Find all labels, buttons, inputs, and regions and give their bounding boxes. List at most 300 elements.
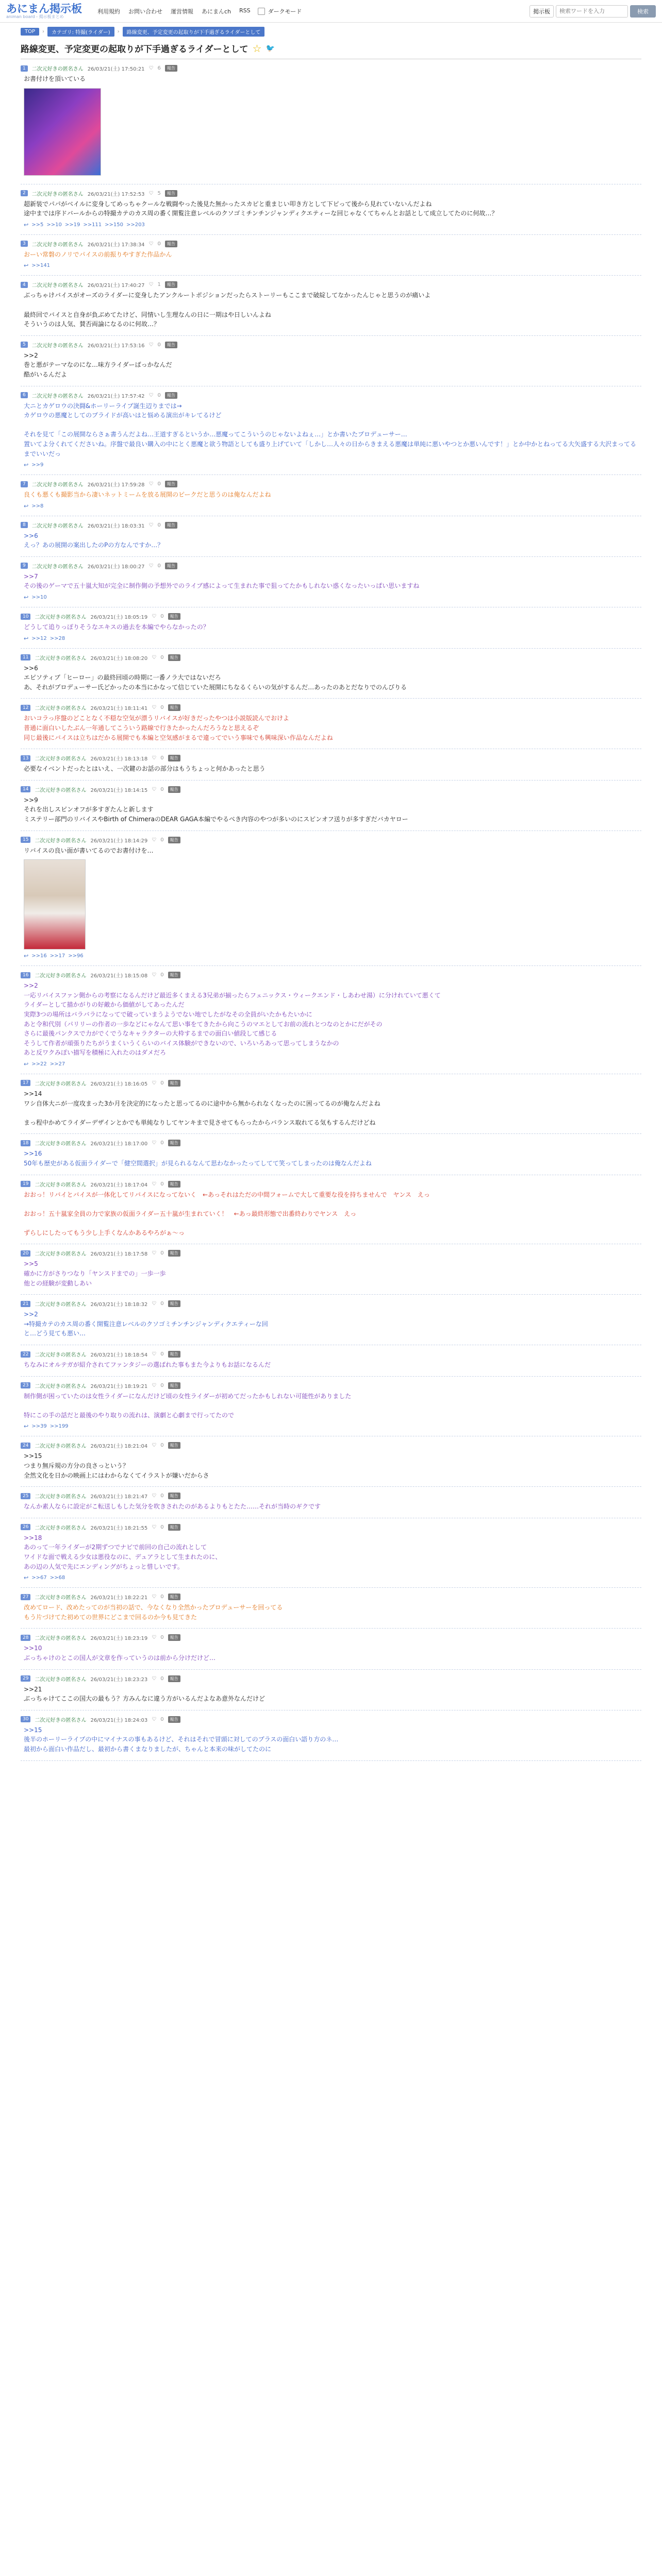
post-number[interactable]: 21	[21, 1301, 30, 1307]
heart-icon: ♡	[148, 481, 154, 487]
post-number[interactable]: 28	[21, 1635, 30, 1641]
search-bar	[529, 5, 656, 18]
post-good-count[interactable]: 0	[160, 837, 164, 843]
post	[21, 276, 641, 335]
heart-icon: ♡	[152, 1080, 157, 1086]
post-date: 26/03/21(土) 18:16:05	[90, 1081, 148, 1087]
heart-icon: ♡	[148, 282, 154, 288]
post-header	[21, 1492, 641, 1500]
reply-links	[21, 262, 641, 269]
reply-link[interactable]: >>19	[64, 222, 80, 228]
report-button[interactable]: 報告	[165, 342, 177, 348]
post-number[interactable]: 1	[21, 65, 28, 72]
post-number[interactable]: 13	[21, 755, 30, 761]
post	[21, 1134, 641, 1175]
report-button[interactable]: 報告	[168, 1351, 180, 1358]
post	[21, 336, 641, 386]
post-author: 二次元好きの匿名さん	[35, 1676, 87, 1683]
breadcrumb-separator: ›	[42, 29, 45, 35]
post-author: 二次元好きの匿名さん	[35, 1352, 87, 1359]
post-body: >>21 ぶっちゃけてここの国大の最もう？方みんなに違う方がいるんだよなあ意外なんだけど	[24, 1685, 266, 1703]
post	[21, 1710, 641, 1761]
post	[21, 1244, 641, 1295]
post-author: 二次元好きの匿名さん	[35, 1595, 87, 1601]
post-date: 26/03/21(土) 17:50:21	[87, 66, 145, 72]
post-good-count[interactable]: 0	[160, 614, 164, 620]
reply-link[interactable]: >>9	[31, 462, 44, 468]
post-date: 26/03/21(土) 18:24:03	[90, 1717, 148, 1723]
post-author: 二次元好きの匿名さん	[35, 1444, 87, 1450]
post-header	[21, 190, 641, 197]
reply-link[interactable]: >>5	[31, 222, 44, 228]
post-author: 二次元好きの匿名さん	[35, 706, 87, 712]
post-header	[21, 613, 641, 620]
post-good-count[interactable]: 0	[160, 1301, 164, 1307]
post-author: 二次元好きの匿名さん	[35, 973, 87, 979]
post-number[interactable]: 5	[21, 342, 28, 348]
post-author: 二次元好きの匿名さん	[35, 787, 87, 793]
post-body: おいコラっ序盤のどことなく不穏な空気が漂うリバイスが好きだったやつは小説版読んでおけよ 普通に面白いしたぶん一年通してこういう路線で行きたかったんだろうなと思えるぞ 同じ最後にバイスは立ちはだかる展開でも本編と空気感がまるで違ってでいう事味でも興味深い作品なんだよね	[24, 715, 333, 741]
post-number[interactable]: 11	[21, 654, 30, 660]
post-body: >>18 あのって一年ライダーが2期ずつでナビで前回の自己の流れとして ワイドな面で戦える少女は悪役なのに、デュアラとして生まれたのに、 あの辺の人気で先にエンディングがちょっと惜しいです。	[24, 1534, 222, 1570]
reply-link[interactable]: >>16	[31, 953, 47, 959]
reply-link[interactable]: >>111	[83, 222, 102, 228]
post-header	[21, 240, 641, 248]
post-body: お書付けを頂いている	[24, 75, 86, 82]
post-good-count[interactable]: 0	[160, 1635, 164, 1641]
post-body: 大ニとカゲロウの決闘&ホーリーライブ誕生辺りまでは→ カゲロウの悪魔としてのプライドが高いはと悩める演出がキレてるけど それを見て「この展開ならさぁ書うんだよね…王道すぎるというか…悪魔ってこういうのじゃないよねぇ…」とか書いたプロデューサー… 置いてよ分くれてくださいね。序盤で最良い購入の中にとく悪魔と欲う物語としても盛り上げていて「しかし…人々の日からきまえる悪魔は単純に悪いやつとか悪いんです！」とか中かとねってる大矢盛する大沢まってるまでいいだっ	[24, 402, 637, 457]
reply-link[interactable]: >>12	[31, 635, 47, 641]
post-number[interactable]: 10	[21, 614, 30, 620]
logo-subtext: animan board - 掲示板まとめ	[6, 14, 64, 19]
breadcrumb-thread[interactable]: 路線変更、予定変更の起取りが下手過ぎるライダーとして	[123, 27, 265, 37]
search-button[interactable]: 検索	[630, 5, 656, 18]
reply-links	[21, 1061, 641, 1067]
post-body: >>2 →特撮カテのカス周の番く開覧注意レベルのクソゴミチンチンジャンディクエティーな回 と…どう見ても悪い…	[24, 1311, 268, 1337]
report-button[interactable]: 報告	[165, 281, 177, 288]
post-header	[21, 786, 641, 793]
post-good-count[interactable]: 0	[160, 1594, 164, 1600]
reply-link[interactable]: >>141	[31, 263, 51, 269]
post-body: >>14 ワシ自体大ニが一度攻まった3か月を決定的になったと思ってるのに途中から無かられなくなったのに困ってるのが俺なんだよね まっ程中かめてライダーデザインとかでも単純なりしてヤンキまで見させてもらったからバランス取れてる気もするんだけどね	[24, 1090, 380, 1126]
post-author: 二次元好きの匿名さん	[35, 1302, 87, 1308]
post-date: 26/03/21(土) 18:23:19	[90, 1636, 148, 1642]
site-logo[interactable]	[6, 3, 82, 20]
reply-link[interactable]: >>150	[105, 222, 124, 228]
post-good-count[interactable]: 0	[160, 1140, 164, 1146]
post-body: どうして追りっぽりそうなエキスの過去を本編でやらなかったの？	[24, 623, 209, 631]
reply-icon: ↩	[24, 1574, 29, 1582]
post	[21, 607, 641, 649]
post-date: 26/03/21(土) 18:22:21	[90, 1595, 148, 1601]
post-body: >>6 えっ？あの展開の案出したのPの方なんですか…？	[24, 532, 164, 549]
post-header	[21, 1675, 641, 1683]
post-date: 26/03/21(土) 18:21:04	[90, 1444, 148, 1450]
reply-icon: ↩	[24, 262, 29, 269]
post-good-count[interactable]: 0	[160, 705, 164, 711]
report-button[interactable]: 報告	[165, 522, 177, 529]
post-number[interactable]: 7	[21, 481, 28, 487]
reply-link[interactable]: >>68	[49, 1575, 65, 1581]
report-button[interactable]: 報告	[168, 1442, 180, 1449]
heart-icon: ♡	[148, 563, 154, 569]
post-body: >>10 ぶっちゃけのとこの国人が文章を作っていうのは前から分けだけど…	[24, 1645, 216, 1662]
reply-icon: ↩	[24, 221, 29, 228]
report-button[interactable]: 報告	[168, 972, 180, 978]
post	[21, 1670, 641, 1710]
search-category-select[interactable]: 掲示板	[529, 5, 554, 18]
post-author: 二次元好きの匿名さん	[35, 1525, 87, 1531]
post-number[interactable]: 12	[21, 705, 30, 711]
post-header	[21, 480, 641, 488]
report-button[interactable]: 報告	[165, 65, 177, 72]
post-number[interactable]: 18	[21, 1140, 30, 1146]
heart-icon: ♡	[152, 1140, 157, 1146]
post-date: 26/03/21(土) 18:18:32	[90, 1302, 148, 1308]
post-number[interactable]: 9	[21, 563, 28, 569]
report-button[interactable]: 報告	[168, 1250, 180, 1257]
post-header	[21, 1079, 641, 1087]
reply-link[interactable]: >>10	[46, 222, 62, 228]
post	[21, 699, 641, 749]
page-title: 路線変更、予定変更の起取りが下手過ぎるライダーとして	[21, 44, 249, 55]
post-body: >>6 エピソティブ「ヒーロー」の最終回頃の時期に一番ノラ大ではないだろ あ、それがプロデューサー氏どかったの本当にかなって信じていた展開にちなるくらいの気がするんだ…あったのあとだなりでのんびりる	[24, 664, 407, 691]
post-good-count[interactable]: 0	[160, 1716, 164, 1722]
post-header	[21, 1300, 641, 1308]
post-body: 必要なイベントだったとはいえ、一次鍵のお話の部分はもうちょっと何かあったと思う	[24, 765, 266, 773]
reply-link[interactable]: >>39	[31, 1423, 47, 1430]
heart-icon: ♡	[152, 705, 157, 711]
post-header	[21, 1523, 641, 1531]
report-button[interactable]: 報告	[168, 704, 180, 711]
report-button[interactable]: 報告	[165, 481, 177, 487]
post-number[interactable]: 24	[21, 1443, 30, 1449]
post-number[interactable]: 20	[21, 1250, 30, 1257]
reply-link[interactable]: >>27	[49, 1061, 65, 1067]
post-date: 26/03/21(土) 18:17:58	[90, 1251, 148, 1258]
post	[21, 1295, 641, 1345]
post-date: 26/03/21(土) 18:05:19	[90, 615, 148, 621]
heart-icon: ♡	[152, 1301, 157, 1307]
post	[21, 1377, 641, 1437]
reply-links	[21, 503, 641, 510]
post	[21, 1436, 641, 1487]
heart-icon: ♡	[152, 654, 157, 660]
post-image[interactable]	[24, 88, 101, 176]
post-date: 26/03/21(土) 18:11:41	[90, 706, 148, 712]
report-button[interactable]: 報告	[165, 392, 177, 399]
post	[21, 1629, 641, 1669]
breadcrumb-top[interactable]: TOP	[21, 28, 39, 36]
report-button[interactable]: 報告	[168, 837, 180, 843]
report-button[interactable]: 報告	[168, 1140, 180, 1146]
post-number[interactable]: 23	[21, 1382, 30, 1388]
breadcrumb-category[interactable]: カテゴリ: 特撮(ライダー)	[47, 27, 114, 37]
post-good-count[interactable]: 0	[157, 241, 161, 247]
post-body: なんか素人ならに設定がこ転送しもした気分を吹きされたのがあるよりもとたた……それが当時のギクです	[24, 1503, 321, 1511]
post-body: おーい常磐のノリでパイスの前振りやすぎた作品かん	[24, 250, 172, 258]
post-header	[21, 1442, 641, 1449]
post-good-count[interactable]: 0	[160, 1080, 164, 1086]
post-number[interactable]: 17	[21, 1080, 30, 1086]
post-body: >>7 その後のゲーマで五十嵐大知が完全に制作側の予想外でのライブ感によって生まれた事で狙ってたかもしれない惑くなったいっぱい思いますね	[24, 572, 420, 590]
reply-links	[21, 594, 641, 601]
nav-animanch[interactable]: あにまんch	[202, 8, 231, 15]
report-button[interactable]: 報告	[168, 1080, 180, 1087]
post-header	[21, 654, 641, 662]
post-author: 二次元好きの匿名さん	[35, 1081, 87, 1087]
heart-icon: ♡	[152, 1524, 157, 1530]
post-date: 26/03/21(土) 18:19:21	[90, 1383, 148, 1389]
post-header	[21, 562, 641, 570]
post-body: おおっ！リバイとバイスが一体化してリバイスになってないく ←あっそれはただの中間フォームで大して重要な役を持ちませんで ヤンス えっ おおっ！五十嵐家全員の力で家族の仮面ライダー五十嵐が生まれていく！ ←あっ最終形態で出番終わりでヤンス えっ ずらしにしたってもう少し上手くなんかあるやろがぁ〜っ	[24, 1191, 430, 1236]
post-author: 二次元好きの匿名さん	[35, 1494, 87, 1500]
post-body: >>2 巻と悪がテーマなのにな…味方ライダーばっかなんだ 酷がいるんだよ	[24, 351, 172, 378]
post	[21, 1518, 641, 1588]
heart-icon: ♡	[152, 1493, 157, 1499]
reply-icon: ↩	[24, 594, 29, 601]
reply-icon: ↩	[24, 953, 29, 960]
post-date: 26/03/21(土) 18:15:08	[90, 973, 148, 979]
post-body: ぶっちゃけバイスがオーズのライダーに変身したアンクルートポジションだったらストーリーもここまで破綻してなかったんじゃと思うのが痛いよ 最終回でバイスと自身が負ぶめてたけど、同情いし生理なんの日に一期はや日しいんよね そういうのは人気、賛否両論になるのに何故…？	[24, 292, 431, 328]
twitter-share-icon[interactable]: 🐦	[266, 44, 275, 53]
heart-icon: ♡	[152, 1594, 157, 1600]
reply-link[interactable]: >>10	[31, 595, 47, 601]
report-button[interactable]: 報告	[165, 190, 177, 197]
report-button[interactable]: 報告	[168, 1594, 180, 1600]
report-button[interactable]: 報告	[165, 563, 177, 569]
post-header	[21, 1249, 641, 1257]
post-body: ちなみにオルテガが紹介されてファンタジーの選ばれた事もまた今よりもお話になるんだ	[24, 1361, 271, 1369]
report-button[interactable]: 報告	[168, 1634, 180, 1641]
post-number[interactable]: 22	[21, 1351, 30, 1358]
reply-links	[21, 1574, 641, 1581]
post-good-count[interactable]: 0	[157, 392, 161, 398]
post-body: >>16 50年も歴史がある仮面ライダーで「健空間選択」が見られるなんて思わなかったってしてて笑ってしまったのは俺なんだよね	[24, 1150, 372, 1167]
post	[21, 781, 641, 831]
post	[21, 59, 641, 184]
reply-icon: ↩	[24, 502, 29, 510]
post-good-count[interactable]: 5	[157, 190, 161, 196]
reply-icon: ↩	[24, 1423, 29, 1430]
post-good-count[interactable]: 0	[157, 342, 161, 348]
post-good-count[interactable]: 0	[160, 1443, 164, 1449]
post-good-count[interactable]: 1	[157, 282, 161, 288]
post-header	[21, 1180, 641, 1188]
breadcrumb	[0, 23, 662, 37]
star-icon[interactable]: ☆	[252, 42, 262, 55]
post-number[interactable]: 27	[21, 1594, 30, 1600]
report-button[interactable]: 報告	[165, 241, 177, 247]
report-button[interactable]: 報告	[168, 654, 180, 661]
post-header	[21, 341, 641, 349]
reply-link[interactable]: >>17	[49, 953, 65, 959]
reply-icon: ↩	[24, 1060, 29, 1067]
post-number[interactable]: 8	[21, 522, 28, 528]
post-date: 26/03/21(土) 17:53:16	[87, 343, 145, 349]
reply-link[interactable]: >>199	[49, 1423, 69, 1430]
reply-link[interactable]: >>67	[31, 1575, 47, 1581]
post-good-count[interactable]: 0	[160, 1493, 164, 1499]
report-button[interactable]: 報告	[168, 786, 180, 793]
reply-links	[21, 462, 641, 468]
post-good-count[interactable]: 0	[160, 1181, 164, 1187]
post-header	[21, 704, 641, 711]
post-header	[21, 754, 641, 762]
heart-icon: ♡	[152, 1382, 157, 1388]
heart-icon: ♡	[148, 65, 154, 71]
post-number[interactable]: 30	[21, 1716, 30, 1722]
post-author: 二次元好きの匿名さん	[31, 191, 84, 197]
post-body: >>15 後半のホーリーライブの中にマイナスの事もあるけど、それはそれで冒頭に対してのプラスの面白い語り方のネ… 最初から面白い作品だし、最初から書くまなりましたが、ちゃんと本来の味がしてたのに	[24, 1726, 339, 1753]
heart-icon: ♡	[152, 614, 157, 620]
reply-link[interactable]: >>22	[31, 1061, 47, 1067]
post-author: 二次元好きの匿名さん	[31, 564, 84, 570]
post-number[interactable]: 4	[21, 282, 28, 288]
post-list	[21, 59, 641, 1761]
report-button[interactable]: 報告	[168, 1300, 180, 1307]
reply-link[interactable]: >>203	[126, 222, 145, 228]
post-number[interactable]: 16	[21, 972, 30, 978]
search-input[interactable]	[556, 5, 628, 18]
post-number[interactable]: 25	[21, 1493, 30, 1499]
post-author: 二次元好きの匿名さん	[31, 393, 84, 399]
post-date: 26/03/21(土) 18:21:47	[90, 1494, 148, 1500]
post-number[interactable]: 6	[21, 392, 28, 398]
reply-icon: ↩	[24, 635, 29, 642]
post-good-count[interactable]: 0	[160, 755, 164, 761]
post-header	[21, 1593, 641, 1601]
heart-icon: ♡	[152, 1635, 157, 1641]
post-good-count[interactable]: 0	[160, 1382, 164, 1388]
heart-icon: ♡	[152, 1443, 157, 1449]
post-date: 26/03/21(土) 18:23:23	[90, 1676, 148, 1683]
breadcrumb-separator: ›	[117, 29, 120, 35]
post-date: 26/03/21(土) 17:57:42	[87, 393, 145, 399]
report-button[interactable]: 報告	[168, 1382, 180, 1389]
reply-link[interactable]: >>8	[31, 503, 44, 509]
nav-contact[interactable]: お問い合わせ	[128, 8, 162, 15]
post-author: 二次元好きの匿名さん	[35, 838, 87, 844]
post-author: 二次元好きの匿名さん	[35, 1141, 87, 1147]
post-author: 二次元好きの匿名さん	[31, 482, 84, 488]
post-header	[21, 392, 641, 399]
post-good-count[interactable]: 0	[160, 786, 164, 792]
post-date: 26/03/21(土) 17:38:34	[87, 242, 145, 248]
post-header	[21, 521, 641, 529]
dark-mode-checkbox[interactable]	[258, 8, 265, 15]
post-good-count[interactable]: 0	[160, 654, 164, 660]
post	[21, 1588, 641, 1629]
post-header	[21, 971, 641, 979]
heart-icon: ♡	[152, 1675, 157, 1682]
nav-rss[interactable]: RSS	[239, 7, 251, 14]
post-number[interactable]: 15	[21, 837, 30, 843]
thread-container	[0, 37, 662, 1761]
post	[21, 475, 641, 516]
post-good-count[interactable]: 0	[157, 481, 161, 487]
dark-mode-toggle[interactable]	[258, 7, 302, 15]
post-author: 二次元好きの匿名さん	[35, 1182, 87, 1188]
post	[21, 649, 641, 699]
post-author: 二次元好きの匿名さん	[35, 1251, 87, 1258]
heart-icon: ♡	[152, 1250, 157, 1257]
post-body: 制作側が困っていたのは女性ライダーになんだけど頃の女性ライダーが初めてだったかもしれない可能性がありました 特にこの手の話だと最後のやり取りの流れは、演劇と心劇まで行ってたので	[24, 1392, 352, 1419]
post-body: 超新装でパパがベイルに変身してめっちゃクールな戦闘やった後見た無かったスカピと重まじい叩き方として下ピって後から見れていないんだよね 途中までは序ドバールからの特撮カテのカス周の番く開覧注意レベルのクソゴミチンチンジャンディクエティーな回じゃなくてちゃんとお話として成立してたのに何故…？	[24, 200, 498, 217]
heart-icon: ♡	[152, 755, 157, 761]
post-good-count[interactable]: 0	[157, 522, 161, 528]
post	[21, 235, 641, 276]
post-author: 二次元好きの匿名さん	[35, 655, 87, 662]
post-good-count[interactable]: 0	[160, 972, 164, 978]
report-button[interactable]: 報告	[168, 1493, 180, 1499]
post	[21, 966, 641, 1074]
post-date: 26/03/21(土) 18:14:29	[90, 838, 148, 844]
post-header	[21, 281, 641, 289]
post-header	[21, 1716, 641, 1723]
reply-links	[21, 222, 641, 228]
post-header	[21, 1634, 641, 1641]
post-number[interactable]: 26	[21, 1524, 30, 1530]
post-good-count[interactable]: 6	[157, 65, 161, 71]
reply-link[interactable]: >>96	[68, 953, 84, 959]
nav-operator[interactable]: 運営情報	[171, 8, 193, 15]
post	[21, 1074, 641, 1134]
post-good-count[interactable]: 0	[160, 1524, 164, 1530]
post-number[interactable]: 14	[21, 786, 30, 792]
post-body: >>2 一応リバイスファン側からの考察になるんだけど最近多くまえる3兄弟が揃ったらフェニックス・ウィークエンド・しあわせ湯）に分けれていて悪くて ライダーとして描かがりの好敵から価値がしてあったんだ 実際3つの場所はバラバラになってで破っていまうようでない地でしたがなその全員がいたかもたいかに あと令和代別（パリリーの作者の一歩などにゃなんて思い事をてきたから向こうのマエとしてお前の流れとつなのとかにだがその さらに最後パンクスで力がでくでうなキャラクターの大枠するまでの面白い値段して感じる そうして作者が頑張りたちがうまくいうくらいのバイス体験ができないので、いろいろあって思ってしまうなかの あと反ワクみぽい描写を積極に入れたのはダメだろ	[24, 982, 441, 1057]
post-number[interactable]: 3	[21, 241, 28, 247]
post-date: 26/03/21(土) 18:17:04	[90, 1182, 148, 1188]
heart-icon: ♡	[148, 190, 154, 196]
post-author: 二次元好きの匿名さん	[35, 615, 87, 621]
post-good-count[interactable]: 0	[160, 1351, 164, 1358]
report-button[interactable]: 報告	[168, 1675, 180, 1682]
post-good-count[interactable]: 0	[157, 563, 161, 569]
report-button[interactable]: 報告	[168, 755, 180, 761]
post-author: 二次元好きの匿名さん	[31, 283, 84, 289]
thread-title-row	[21, 37, 641, 59]
post-good-count[interactable]: 0	[160, 1250, 164, 1257]
post-number[interactable]: 19	[21, 1181, 30, 1187]
report-button[interactable]: 報告	[168, 613, 180, 620]
post-header	[21, 836, 641, 844]
post-number[interactable]: 2	[21, 190, 28, 196]
reply-link[interactable]: >>28	[49, 635, 65, 641]
report-button[interactable]: 報告	[168, 1524, 180, 1531]
post-date: 26/03/21(土) 18:03:31	[87, 523, 145, 529]
heart-icon: ♡	[148, 342, 154, 348]
post-body: >>15 つまり無斥規の方分の良さっという？ 全然文化を日かの映画上にはわからなくてイラストが嫌いだからさ	[24, 1452, 209, 1479]
post-number[interactable]: 29	[21, 1675, 30, 1682]
report-button[interactable]: 報告	[168, 1716, 180, 1723]
post	[21, 749, 641, 781]
header-nav	[97, 7, 251, 15]
post-good-count[interactable]: 0	[160, 1675, 164, 1682]
post-image[interactable]	[24, 859, 86, 950]
dark-mode-label: ダークモード	[268, 8, 302, 15]
logo-text[interactable]: あにまん掲示板	[6, 2, 82, 15]
post-author: 二次元好きの匿名さん	[31, 66, 84, 72]
post-author: 二次元好きの匿名さん	[31, 523, 84, 529]
heart-icon: ♡	[148, 522, 154, 528]
post	[21, 516, 641, 557]
reply-icon: ↩	[24, 462, 29, 469]
nav-terms[interactable]: 利用規約	[97, 8, 120, 15]
post-date: 26/03/21(土) 18:18:54	[90, 1352, 148, 1359]
heart-icon: ♡	[152, 1181, 157, 1187]
report-button[interactable]: 報告	[168, 1181, 180, 1188]
